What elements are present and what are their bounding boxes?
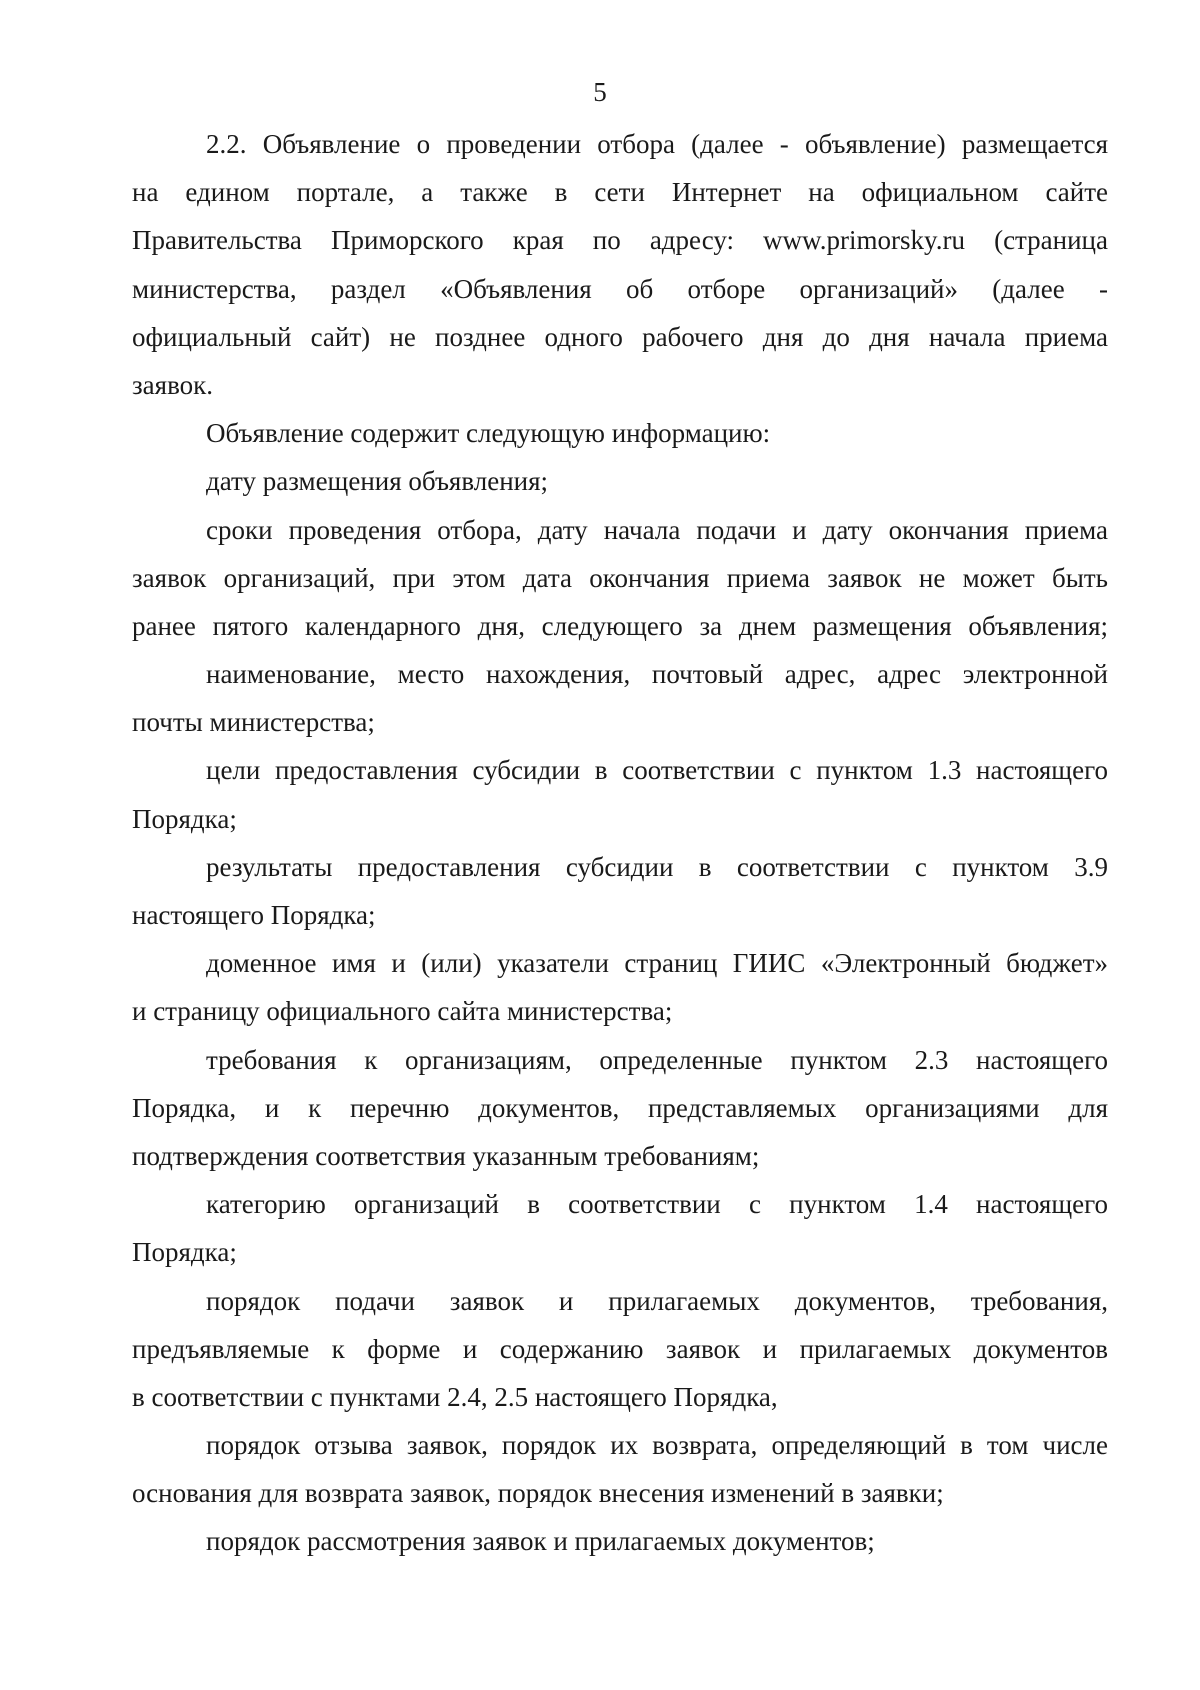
- paragraph-line: заявок.: [132, 369, 213, 400]
- paragraph-line: основания для возврата заявок, порядок внесения изменений в заявки;: [132, 1478, 944, 1509]
- list-item-subsidy-goals: [132, 746, 1108, 842]
- list-item-submission-procedure: [132, 1277, 1108, 1422]
- paragraph-line: цели предоставления субсидии в соответствии с пунктом 1.3 настоящего: [206, 755, 1108, 786]
- paragraph-line: Порядка;: [132, 803, 237, 834]
- list-item-selection-terms: [132, 506, 1108, 651]
- paragraph-line: заявок организаций, при этом дата окончания приема заявок не может быть: [132, 562, 1108, 593]
- paragraph-line: на едином портале, а также в сети Интернет на официальном сайте: [132, 177, 1108, 208]
- paragraph-line: почты министерства;: [132, 707, 375, 738]
- paragraph-line: подтверждения соответствия указанным требованиям;: [132, 1140, 760, 1171]
- paragraph-announcement-contents: [132, 409, 1108, 457]
- list-item-subsidy-results: [132, 843, 1108, 939]
- paragraph-line: и страницу официального сайта министерства;: [132, 996, 673, 1027]
- paragraph-line: дату размещения объявления;: [206, 466, 549, 497]
- paragraph-line: требования к организациям, определенные пунктом 2.3 настоящего: [206, 1044, 1108, 1075]
- paragraph-line: 2.2. Объявление о проведении отбора (далее - объявление) размещается: [206, 129, 1108, 159]
- list-item-review-procedure: [132, 1517, 1108, 1565]
- paragraph-2-2: [132, 120, 1108, 409]
- paragraph-line: Порядка;: [132, 1237, 237, 1268]
- page-number: 5: [593, 77, 607, 107]
- paragraph-line: официальный сайт) не позднее одного рабочего дня до дня начала приема: [132, 321, 1108, 352]
- paragraph-line: результаты предоставления субсидии в соответствии с пунктом 3.9: [206, 851, 1108, 882]
- document-body: [132, 120, 1108, 1566]
- paragraph-line: порядок рассмотрения заявок и прилагаемых документов;: [206, 1526, 875, 1557]
- paragraph-line: порядок отзыва заявок, порядок их возврата, определяющий в том числе: [206, 1430, 1108, 1461]
- list-item-organization-category: [132, 1180, 1108, 1276]
- paragraph-line: порядок подачи заявок и прилагаемых документов, требования,: [206, 1285, 1108, 1316]
- paragraph-line: настоящего Порядка;: [132, 900, 376, 930]
- paragraph-line: министерства, раздел «Объявления об отборе организаций» (далее -: [132, 273, 1108, 304]
- list-item-organization-requirements: [132, 1036, 1108, 1181]
- paragraph-line: Объявление содержит следующую информацию:: [206, 418, 771, 449]
- paragraph-line: предъявляемые к форме и содержанию заявок и прилагаемых документов: [132, 1333, 1108, 1364]
- list-item-ministry-contacts: [132, 650, 1108, 746]
- paragraph-line: ранее пятого календарного дня, следующего за днем размещения объявления;: [132, 610, 1108, 641]
- paragraph-line: категорию организаций в соответствии с пунктом 1.4 настоящего: [206, 1189, 1108, 1220]
- list-item-withdrawal-procedure: [132, 1421, 1108, 1517]
- paragraph-line: доменное имя и (или) указатели страниц ГИИС «Электронный бюджет»: [206, 948, 1108, 979]
- list-item-domain-name: [132, 939, 1108, 1035]
- paragraph-line: наименование, место нахождения, почтовый адрес, адрес электронной: [206, 659, 1108, 690]
- paragraph-line: сроки проведения отбора, дату начала подачи и дату окончания приема: [206, 514, 1108, 545]
- paragraph-line: Порядка, и к перечню документов, представляемых организациями для: [132, 1092, 1108, 1123]
- paragraph-line: Правительства Приморского края по адресу: www.primorsky.ru (страница: [132, 225, 1108, 256]
- list-item-publication-date: [132, 457, 1108, 505]
- paragraph-line: в соответствии с пунктами 2.4, 2.5 настоящего Порядка,: [132, 1381, 778, 1412]
